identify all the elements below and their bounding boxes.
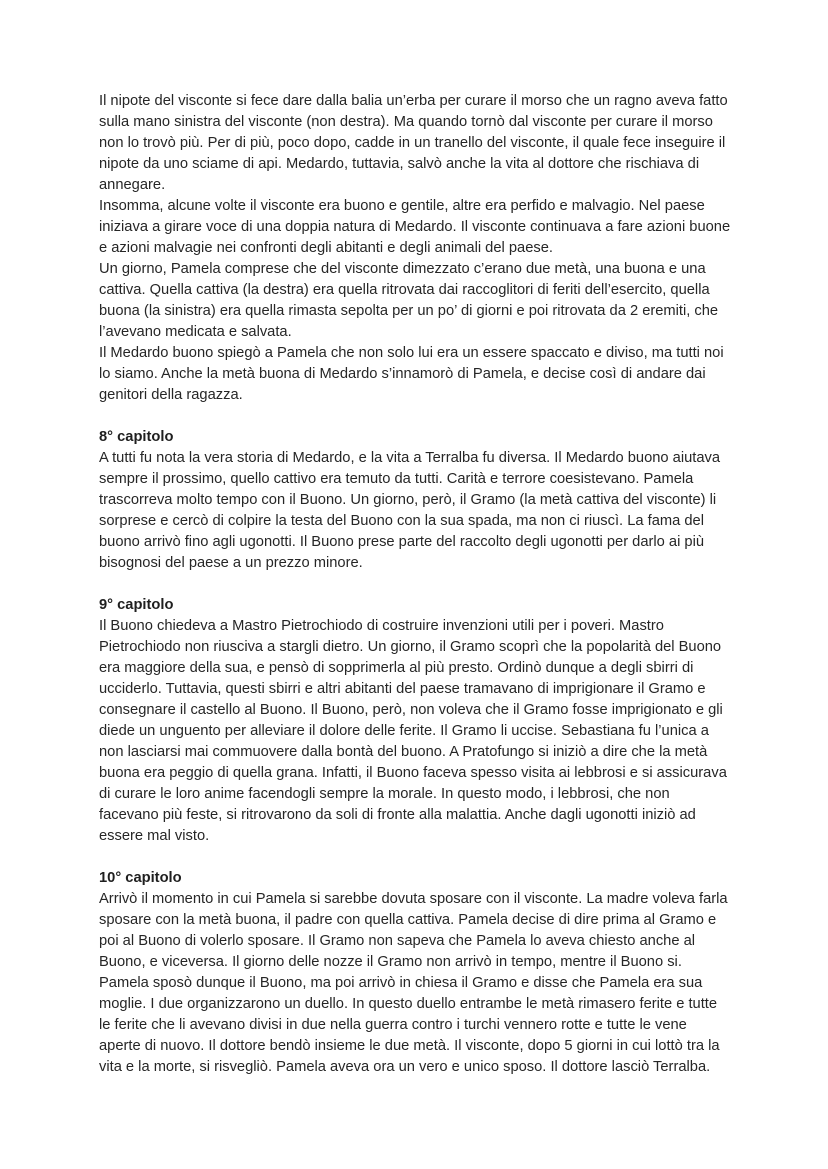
chapter-heading: 8° capitolo [99,429,174,445]
body-paragraph: A tutti fu nota la vera storia di Medardo, e la vita a Terralba fu diversa. Il Medardo buono aiutava sempre il prossimo, quello cattivo era temuto da tutti. Carità e terrore coesistevano. Pamela trascorreva molto tempo con il Buono. Un giorno, però, il Gramo (la metà cattiva del visconte) li sorprese e cercò di colpire la testa del Buono con la sua spada, ma non ci riuscì. La fama del buono arrivò fino agli ugonotti. Il Buono prese parte del raccolto degli ugonotti per darlo ai più bisognosi del paese a un prezzo minore. [99,450,721,571]
document-content [99,91,732,1078]
chapter-heading: 9° capitolo [99,597,174,613]
body-paragraph: Un giorno, Pamela comprese che del visconte dimezzato c’erano due metà, una buona e una cattiva. Quella cattiva (la destra) era quella ritrovata dai raccoglitori di feriti dell’esercito, quella buona (la sinistra) era quella rimasta sepolta per un po’ di giorni e poi ritrovata da 2 eremiti, che l’avevano medicata e salvata. [99,261,719,340]
body-paragraph: Il Medardo buono spiegò a Pamela che non solo lui era un essere spaccato e diviso, ma tutti noi lo siamo. Anche la metà buona di Medardo s’innamorò di Pamela, e decise così di andare dai genitori della ragazza. [99,345,724,403]
body-paragraph: Il nipote del visconte si fece dare dalla balia un’erba per curare il morso che un ragno aveva fatto sulla mano sinistra del visconte (non destra). Ma quando tornò dal visconte per curare il morso non lo trovò più. Per di più, poco dopo, cadde in un tranello del visconte, il quale fece inseguire il nipote da uno sciame di api. Medardo, tuttavia, salvò anche la vita al dottore che rischiava di annegare. [99,93,728,193]
chapter-heading: 10° capitolo [99,870,182,886]
body-paragraph: Insomma, alcune volte il visconte era buono e gentile, altre era perfido e malvagio. Nel paese iniziava a girare voce di una doppia natura di Medardo. Il visconte continuava a fare azioni buone e azioni malvagie nei confronti degli abitanti e degli animali del paese. [99,198,731,256]
body-paragraph: Il Buono chiedeva a Mastro Pietrochiodo di costruire invenzioni utili per i poveri. Mastro Pietrochiodo non riusciva a stargli dietro. Un giorno, il Gramo scoprì che la popolarità del Buono era maggiore della sua, e pensò di sopprimerla al più presto. Ordinò dunque a degli sbirri di ucciderlo. Tuttavia, questi sbirri e altri abitanti del paese tramavano di imprigionare il Gramo e consegnare il castello al Buono. Il Buono, però, non voleva che il Gramo fosse imprigionato e gli diede un unguento per alleviare il dolore delle ferite. Il Gramo li uccise. Sebastiana fu l’unica a non lasciarsi mai commuovere dalla bontà del buono. A Pratofungo si iniziò a dire che la metà buona era peggio di quella grana. Infatti, il Buono faceva spesso visita ai lebbrosi e si assicurava di curare le loro anime facendogli sempre la morale. In questo modo, i lebbrosi, che non facevano più feste, si ritrovarono da soli di fronte alla malattia. Anche dagli ugonotti iniziò ad essere mal visto. [99,618,727,844]
body-paragraph: Arrivò il momento in cui Pamela si sarebbe dovuta sposare con il visconte. La madre voleva farla sposare con la metà buona, il padre con quella cattiva. Pamela decise di dire prima al Gramo e poi al Buono di volerlo sposare. Il Gramo non sapeva che Pamela lo aveva chiesto anche al Buono, e viceversa. Il giorno delle nozze il Gramo non arrivò in tempo, mentre il Buono si. Pamela sposò dunque il Buono, ma poi arrivò in chiesa il Gramo e disse che Pamela era sua moglie. I due organizzarono un duello. In questo duello entrambe le metà rimasero ferite e tutte le ferite che li avevano divisi in due nella guerra contro i turchi vennero rotte e tutte le vene aperte di nuovo. Il dottore bendò insieme le due metà. Il visconte, dopo 5 giorni in cui lottò tra la vita e la morte, si risvegliò. Pamela aveva ora un vero e unico sposo. Il dottore lasciò Terralba. [99,891,728,1075]
